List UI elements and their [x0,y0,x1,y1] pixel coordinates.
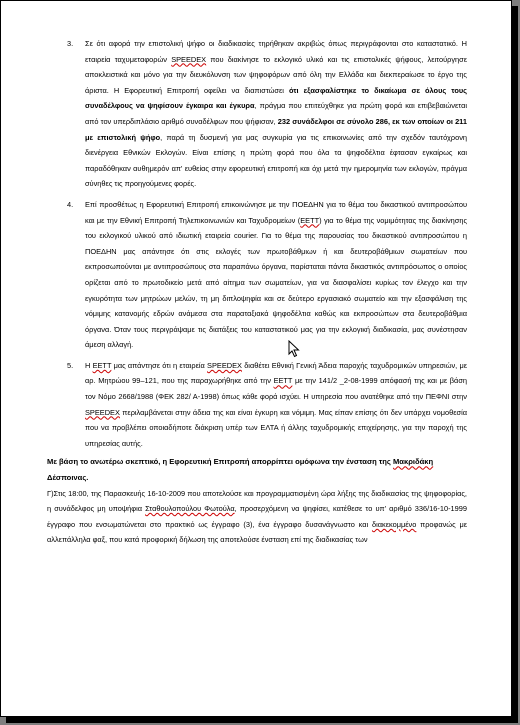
document-content [47,36,467,548]
conclusion-tail: Δέσποινας. [47,473,89,483]
list-item-text [85,36,467,192]
text-run: προφανώς με αλλεπάλληλα φαξ, που κατά προφορική δήλωση της αποτελούσε ένσταση επί της διαδικασίας των [47,519,467,545]
flagged-word: SPEEDEX [85,407,120,417]
text-run: , πράγμα που επιτεύχθηκε για πρώτη φορά και επιβεβαιώνεται από τον υπερδιπλάσιο αριθμό συναδέλφων που ψήφισαν, [85,101,467,126]
mouse-cursor-icon [288,340,300,358]
numbered-list [47,36,467,451]
flagged-word: ΕΕΤΤ [92,360,112,370]
text-run: με την 141/2 _2-08-1999 απόφασή της και με βάση τον Νόμο 2668/1988 (ΦΕΚ 282/ Α-1998) όπως κάθε φορά ισχύει. Η υπηρεσία που ανατέθηκε από την ΠΕΦΝΙ στην [85,376,467,402]
bold-text: ότι εξασφαλίστηκε το δικαίωμα σε όλους τους συναδέλφους να ψηφίσουν έγκαιρα και έγκυρα [85,85,467,111]
list-item [47,358,467,452]
text-run: , προσερχόμενη να ψηφίσει, κατέθεσε το υπ' αριθμό 336/16-10-1999 έγγραφο που ενσωματώνεται στο πρακτικό ως έγγραφο (3), ένα έγγραφο δυσανάγνωστο και [47,504,467,529]
text-run: Επί προσθέτως η Εφορευτική Επιτροπή επικοινώνησε με την ΠΟΕΔΗΝ για το θέμα του δικαστικού αντιπροσώπου και με την Εθνική Επιτροπή Τηλεπικοινωνιών και Ταχυδρομείων ( [85,199,467,225]
flagged-word: ΕΕΤΤ [273,376,293,386]
flagged-word: SPEEDEX [207,360,242,370]
text-run: Γ)Στις 18:00, της Παρασκευής 16-10-2009 που αποτελούσε και προγραμματισμένη ώρα λήξης της διαδικασίας της ψηφοφορίας, η συνάδελφος μη υποψήφια [47,488,467,514]
list-item-text [85,358,467,452]
text-run: μας απάντησε ότι η εταιρεία [111,360,208,370]
list-item-number: 4. [67,199,74,209]
text-run: , παρά τη δυσμενή για μας συγκυρία για τις επικοινωνίες από την σχεδόν ταυτόχρονη διενέργεια Εθνικών Εκλογών. Είναι επίσης η πρώτη φορά που όλα τα ψηφοδέλτια έφτασαν εγκαίρως και παραδόθηκαν αυθημερόν απ' ευθείας στην εφορευτική επιτροπή και όχι μετά την ημερομηνία των εκλογών, πράγμα σύνηθες τις προηγούμενες φορές. [85,132,468,189]
text-run: Σε ότι αφορά την επιστολική ψήφο οι διαδικασίες τηρήθηκαν ακριβώς όπως περιγράφονται στο καταστατικό. Η εταιρεία ταχυμεταφορών [85,39,467,64]
list-item-number: 3. [67,39,74,48]
list-item [47,36,467,192]
list-item-text [85,197,467,353]
text-run: που διακίνησε το εκλογικό υλικό και τις επιστολικές ψήφους, λειτούργησε αποκλειστικά και μόνο για την διευκόλυνση των ψηφοφόρων από όλη την Ελλάδα και διεκπεραίωσε το έργο της άριστα. Η Εφορευτική Επιτροπή οφείλει να διαπιστώσει [85,54,467,95]
text-run: Η [85,360,93,370]
text-run: περιλαμβάνεται στην άδεια της και είναι έγκυρη και νόμιμη. Μας είπαν επίσης ότι δεν υπάρχει νομοθεσία που να προβλέπει οποιαδήποτε διάκριση υπέρ των ΕΛΤΑ ή άλλης ταχυδρομικής επιχείρησης, για την παροχή της υπηρεσίας αυτής. [85,407,467,448]
conclusion-name: Μακριδάκη [392,457,434,467]
text-run: διαθέτει Εθνική Γενική Άδεια παροχής ταχυδρομικών υπηρεσιών, με αρ. Μητρώου 99–121, που της παραχωρήθηκε από την [85,360,467,386]
flagged-word: SPEEDEX [171,54,207,64]
conclusion-paragraph [47,454,467,485]
flagged-word: ΕΕΤΤ [300,215,320,225]
list-item [47,197,467,353]
final-paragraph [47,486,467,548]
flagged-word: Σταθουλοπούλου Φωτούλα [145,504,235,514]
list-item-number: 5. [67,360,74,370]
flagged-word: διακεκομμένο [371,519,417,529]
text-run: ) για το θέμα της νομιμότητας της διακίνησης του εκλογικού υλικού από ιδιωτική εταιρεία courier. Για το θέμα της παρουσίας του δικαστικού αντιπροσώπου η ΠΟΕΔΗΝ μας απάντησε ότι στις εκλογές των πρωτοβάθμιων ή και δευτεροβάθμιων σωματείων που εκπροσωπούνται με αντιπροσώπους στα παραπάνω όργανα, παρίσταται πάντα δικαστικός αντιπρόσωπος ο οποίος ορίζεται από το πρωτοδικείο μετά από αίτημα των σωματείων, για να διασφαλίσει κυρίως τον έλεγχο και την εγκυρότητα των μητρώων μελών, τη μη διπλοψηφία και σε δεύτερο εργασιακό σωματείο και την εξασφάλιση της νόμιμης κατανομής εδρών ανάμεσα στα παραταξιακά ψηφοδέλτια καθώς και εκπροσώπων στα δευτεροβάθμια όργανα. Όταν τους περιγράψαμε τις διατάξεις του καταστατικού μας για την εκλογική διαδικασία, μας συνέστησαν άμεση αλλαγή. [85,215,468,350]
bold-text: 232 συνάδελφοι σε σύνολο 286, εκ των οποίων οι 211 με επιστολική ψήφο [85,116,467,142]
conclusion-text: Με βάση το ανωτέρω σκεπτικό, η Εφορευτική Επιτροπή απορρίπτει ομόφωνα την ένσταση της [47,457,393,467]
